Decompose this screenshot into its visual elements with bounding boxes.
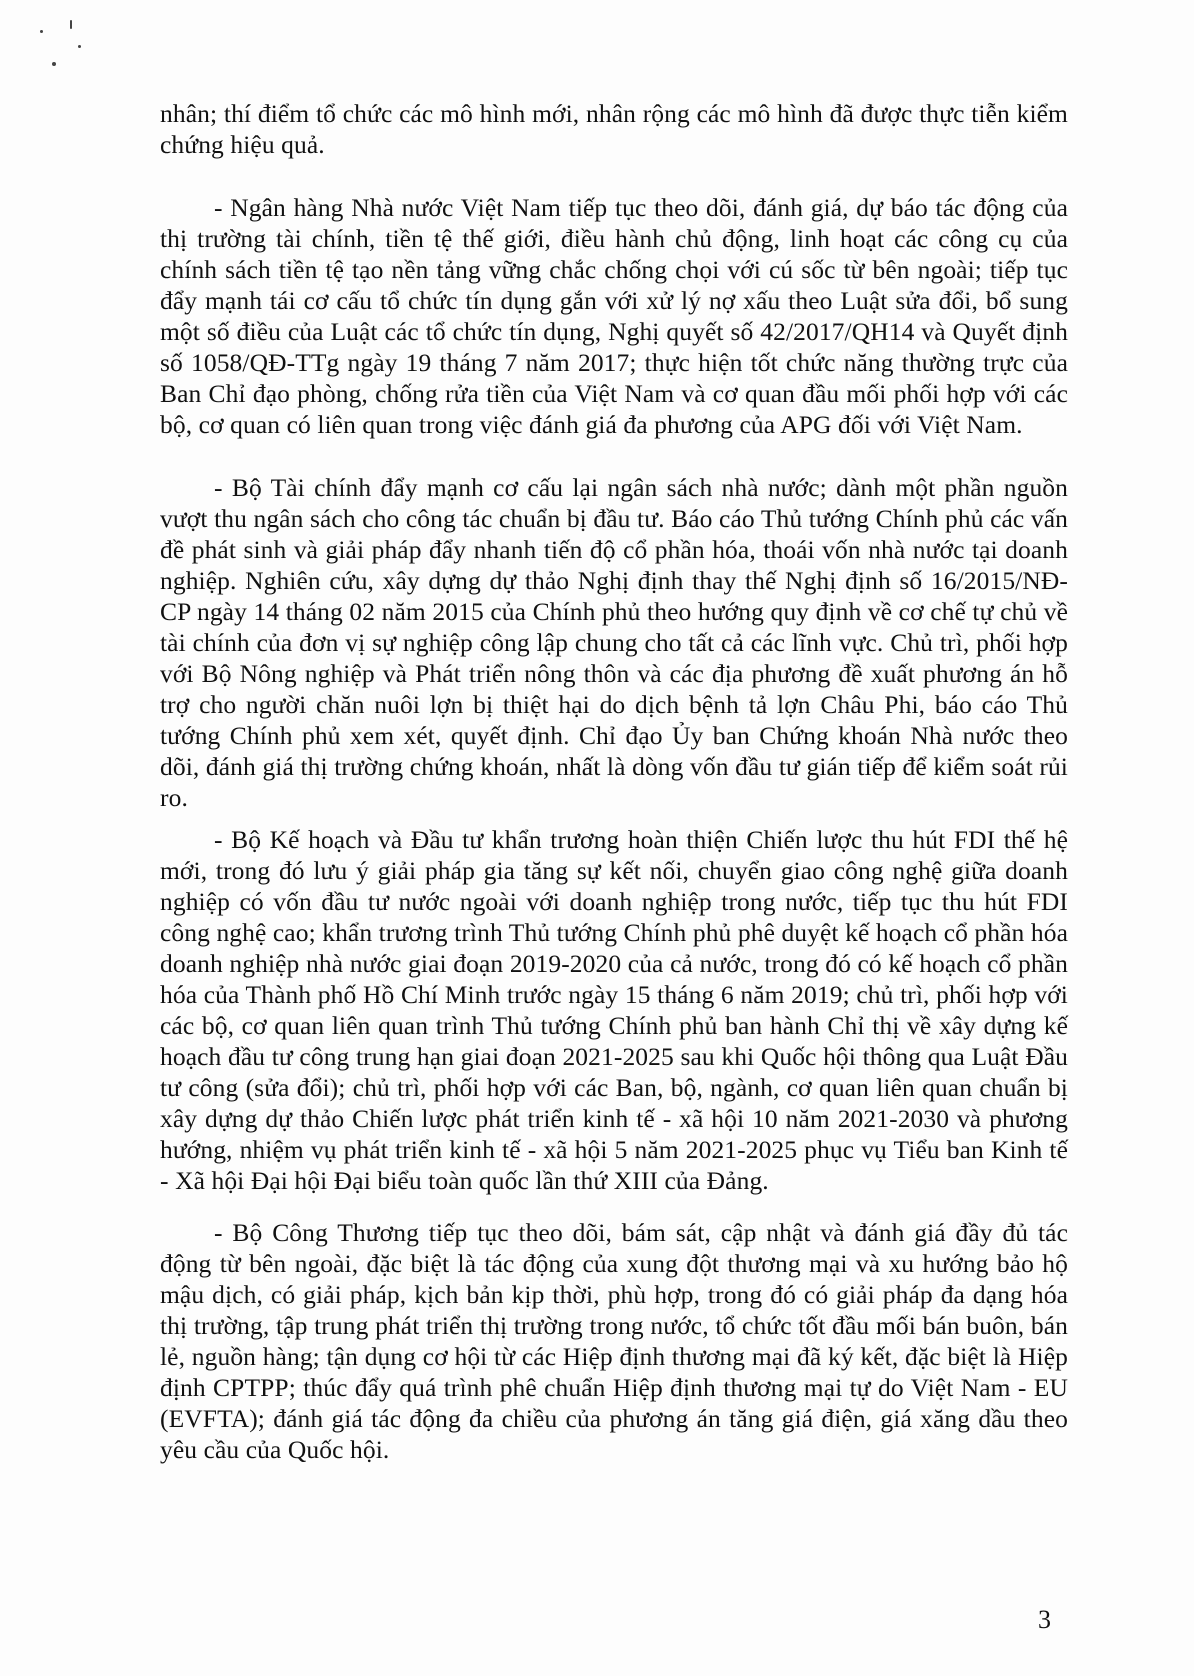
scan-speck bbox=[40, 30, 43, 33]
paragraph-intro-continuation: nhân; thí điểm tổ chức các mô hình mới, nhân rộng các mô hình đã được thực tiễn kiểm chứng hiệu quả. bbox=[160, 99, 1068, 159]
paragraph-state-bank: - Ngân hàng Nhà nước Việt Nam tiếp tục theo dõi, đánh giá, dự báo tác động của thị trường tài chính, tiền tệ thế giới, điều hành chủ động, linh hoạt các công cụ của chính sách tiền tệ tạo nền tảng vững chắc chống chọi với cú sốc từ bên ngoài; tiếp tục đẩy mạnh tái cơ cấu tổ chức tín dụng gắn với xử lý nợ xấu theo Luật sửa đổi, bổ sung một số điều của Luật các tổ chức tín dụng, Nghị quyết số 42/2017/QH14 và Quyết định số 1058/QĐ-TTg ngày 19 tháng 7 năm 2017; thực hiện tốt chức năng thường trực của Ban Chỉ đạo phòng, chống rửa tiền của Việt Nam và cơ quan đầu mối phối hợp với các bộ, cơ quan có liên quan trong việc đánh giá đa phương của APG đối với Việt Nam. bbox=[160, 193, 1068, 439]
scan-speck bbox=[70, 20, 72, 29]
scan-speck bbox=[78, 45, 81, 48]
scan-speck bbox=[52, 62, 56, 66]
paragraph-ministry-finance: - Bộ Tài chính đẩy mạnh cơ cấu lại ngân sách nhà nước; dành một phần nguồn vượt thu ngân sách cho công tác chuẩn bị đầu tư. Báo cáo Thủ tướng Chính phủ các vấn đề phát sinh và giải pháp đẩy nhanh tiến độ cổ phần hóa, thoái vốn nhà nước tại doanh nghiệp. Nghiên cứu, xây dựng dự thảo Nghị định thay thế Nghị định số 16/2015/NĐ-CP ngày 14 tháng 02 năm 2015 của Chính phủ theo hướng quy định về cơ chế tự chủ về tài chính của đơn vị sự nghiệp công lập chung cho tất cả các lĩnh vực. Chủ trì, phối hợp với Bộ Nông nghiệp và Phát triển nông thôn và các địa phương đề xuất phương án hỗ trợ cho người chăn nuôi lợn bị thiệt hại do dịch bệnh tả lợn Châu Phi, báo cáo Thủ tướng Chính phủ xem xét, quyết định. Chỉ đạo Ủy ban Chứng khoán Nhà nước theo dõi, đánh giá thị trường chứng khoán, nhất là dòng vốn đầu tư gián tiếp để kiểm soát rủi ro. bbox=[160, 473, 1068, 812]
paragraph-ministry-industry-trade: - Bộ Công Thương tiếp tục theo dõi, bám sát, cập nhật và đánh giá đầy đủ tác động từ bên ngoài, đặc biệt là tác động của xung đột thương mại và xu hướng bảo hộ mậu dịch, có giải pháp, kịch bản kịp thời, phù hợp, trong đó có giải pháp đa dạng hóa thị trường, tập trung phát triển thị trường trong nước, tổ chức tốt đầu mối bán buôn, bán lẻ, nguồn hàng; tận dụng cơ hội từ các Hiệp định thương mại đã ký kết, đặc biệt là Hiệp định CPTPP; thúc đẩy quá trình phê chuẩn Hiệp định thương mại tự do Việt Nam - EU (EVFTA); đánh giá tác động đa chiều của phương án tăng giá điện, giá xăng dầu theo yêu cầu của Quốc hội. bbox=[160, 1218, 1068, 1464]
document-body bbox=[160, 98, 1068, 1465]
page-number: 3 bbox=[1038, 1605, 1051, 1634]
paragraph-ministry-planning-investment: - Bộ Kế hoạch và Đầu tư khẩn trương hoàn thiện Chiến lược thu hút FDI thế hệ mới, trong đó lưu ý giải pháp gia tăng sự kết nối, chuyển giao công nghệ giữa doanh nghiệp có vốn đầu tư nước ngoài với doanh nghiệp trong nước, tiếp tục thu hút FDI công nghệ cao; khẩn trương trình Thủ tướng Chính phủ phê duyệt kế hoạch cổ phần hóa doanh nghiệp nhà nước giai đoạn 2019-2020 của cả nước, trong đó có kế hoạch cổ phần hóa của Thành phố Hồ Chí Minh trước ngày 15 tháng 6 năm 2019; chủ trì, phối hợp với các bộ, cơ quan liên quan trình Thủ tướng Chính phủ ban hành Chỉ thị về xây dựng kế hoạch đầu tư công trung hạn giai đoạn 2021-2025 sau khi Quốc hội thông qua Luật Đầu tư công (sửa đổi); chủ trì, phối hợp với các Ban, bộ, ngành, cơ quan liên quan chuẩn bị xây dựng dự thảo Chiến lược phát triển kinh tế - xã hội 10 năm 2021-2030 và phương hướng, nhiệm vụ phát triển kinh tế - xã hội 5 năm 2021-2025 phục vụ Tiểu ban Kinh tế - Xã hội Đại hội Đại biểu toàn quốc lần thứ XIII của Đảng. bbox=[160, 825, 1068, 1195]
